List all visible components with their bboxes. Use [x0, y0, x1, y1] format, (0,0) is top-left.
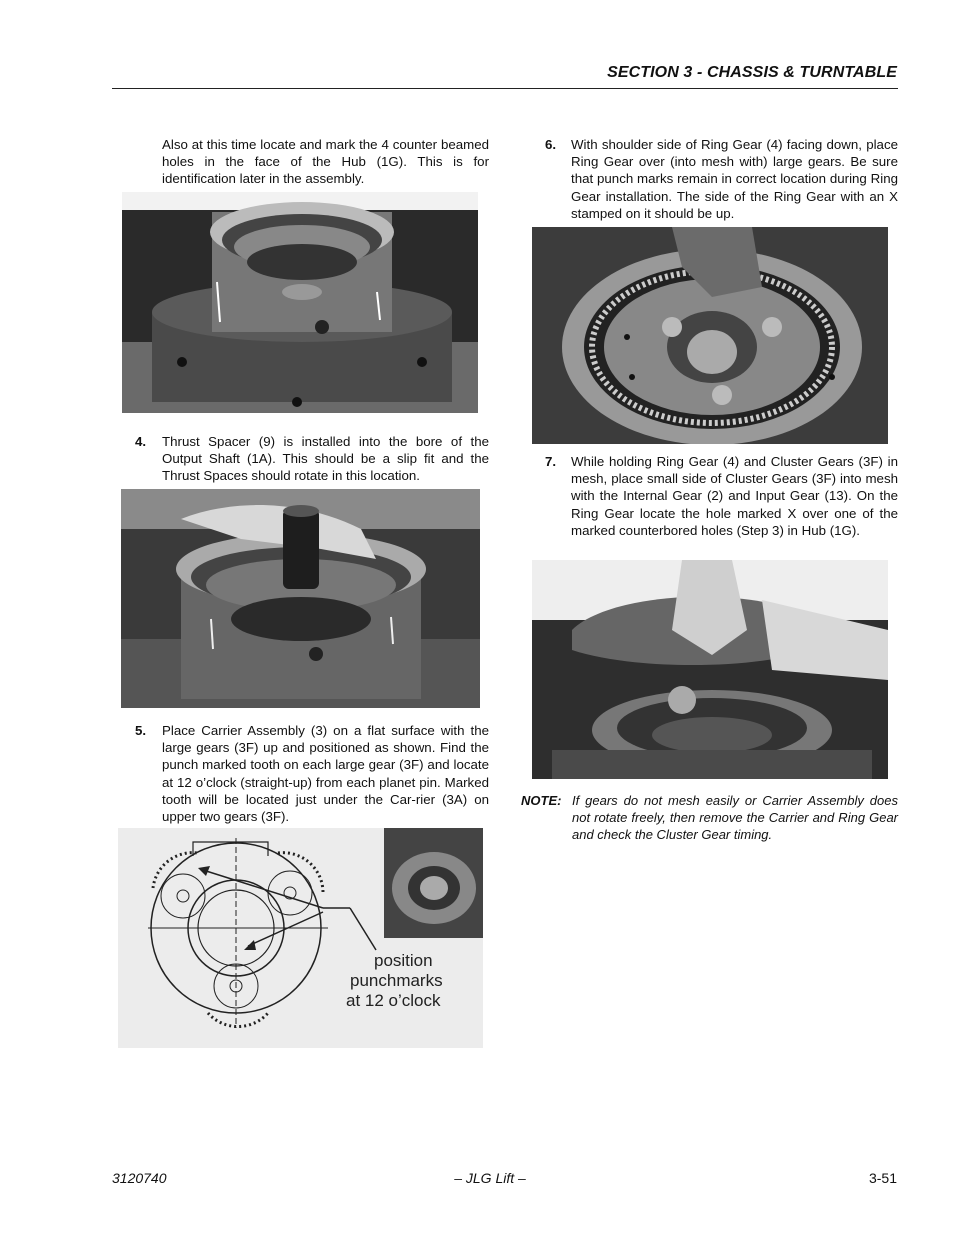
diagram-caption-line-3: at 12 o’clock: [346, 991, 441, 1010]
step-5-number: 5.: [135, 723, 147, 738]
step-7-text: While holding Ring Gear (4) and Cluster Gears (3F) in mesh, place small side of Cluster Gears (3F) into mesh with the Internal Gear (2) and Input Gear (13). On the Ring Gear locate the hole marked X over one of the marked counterbored holes (Step 3) in Hub (1G).: [571, 454, 898, 538]
step-5-text: Place Carrier Assembly (3) on a flat surface with the large gears (3F) up and positioned as shown. Find the punch marked tooth on each large gear (3F) and locate at 12 o’clock (straight-up) from each planet pin. Marked tooth will be located just under the Car-rier (3A) on upper two gears (3F).: [162, 723, 489, 825]
section-title: SECTION 3 - CHASSIS & TURNTABLE: [607, 64, 897, 81]
step-7-number: 7.: [545, 454, 557, 469]
note-label: NOTE:: [521, 793, 562, 808]
diagram-caption-line-2: punchmarks: [350, 971, 443, 990]
step-4-number: 4.: [135, 434, 147, 449]
photo-thrust-spacer: [121, 489, 480, 708]
footer-publisher: – JLG Lift –: [454, 1170, 526, 1186]
intro-paragraph: Also at this time locate and mark the 4 counter beamed holes in the face of the Hub (1G). This is for identification later in the assembly.: [162, 137, 489, 187]
header-rule: [112, 88, 898, 89]
diagram-carrier-punchmarks: [118, 828, 483, 1048]
note-text: If gears do not mesh easily or Carrier Assembly does not rotate freely, then remove the Carrier and Ring Gear and check the Cluster Gear timing.: [572, 793, 898, 842]
photo-meshing-gears: [532, 560, 888, 779]
step-6-text: With shoulder side of Ring Gear (4) facing down, place Ring Gear over (into mesh with) large gears. Be sure that punch marks remain in correct location during Ring Gear installation. The side of the Ring Gear with an X stamped on it should be up.: [571, 137, 898, 221]
photo-ring-gear: [532, 227, 888, 444]
diagram-caption-line-1: position: [374, 951, 433, 970]
step-4-text: Thrust Spacer (9) is installed into the bore of the Output Shaft (1A). This should be a slip fit and the Thrust Spaces should rotate in this location.: [162, 434, 489, 484]
step-6-number: 6.: [545, 137, 557, 152]
footer-page-number: 3-51: [868, 1170, 897, 1186]
footer-doc-number: 3120740: [112, 1170, 167, 1186]
photo-hub-internal-gear: [122, 192, 478, 413]
